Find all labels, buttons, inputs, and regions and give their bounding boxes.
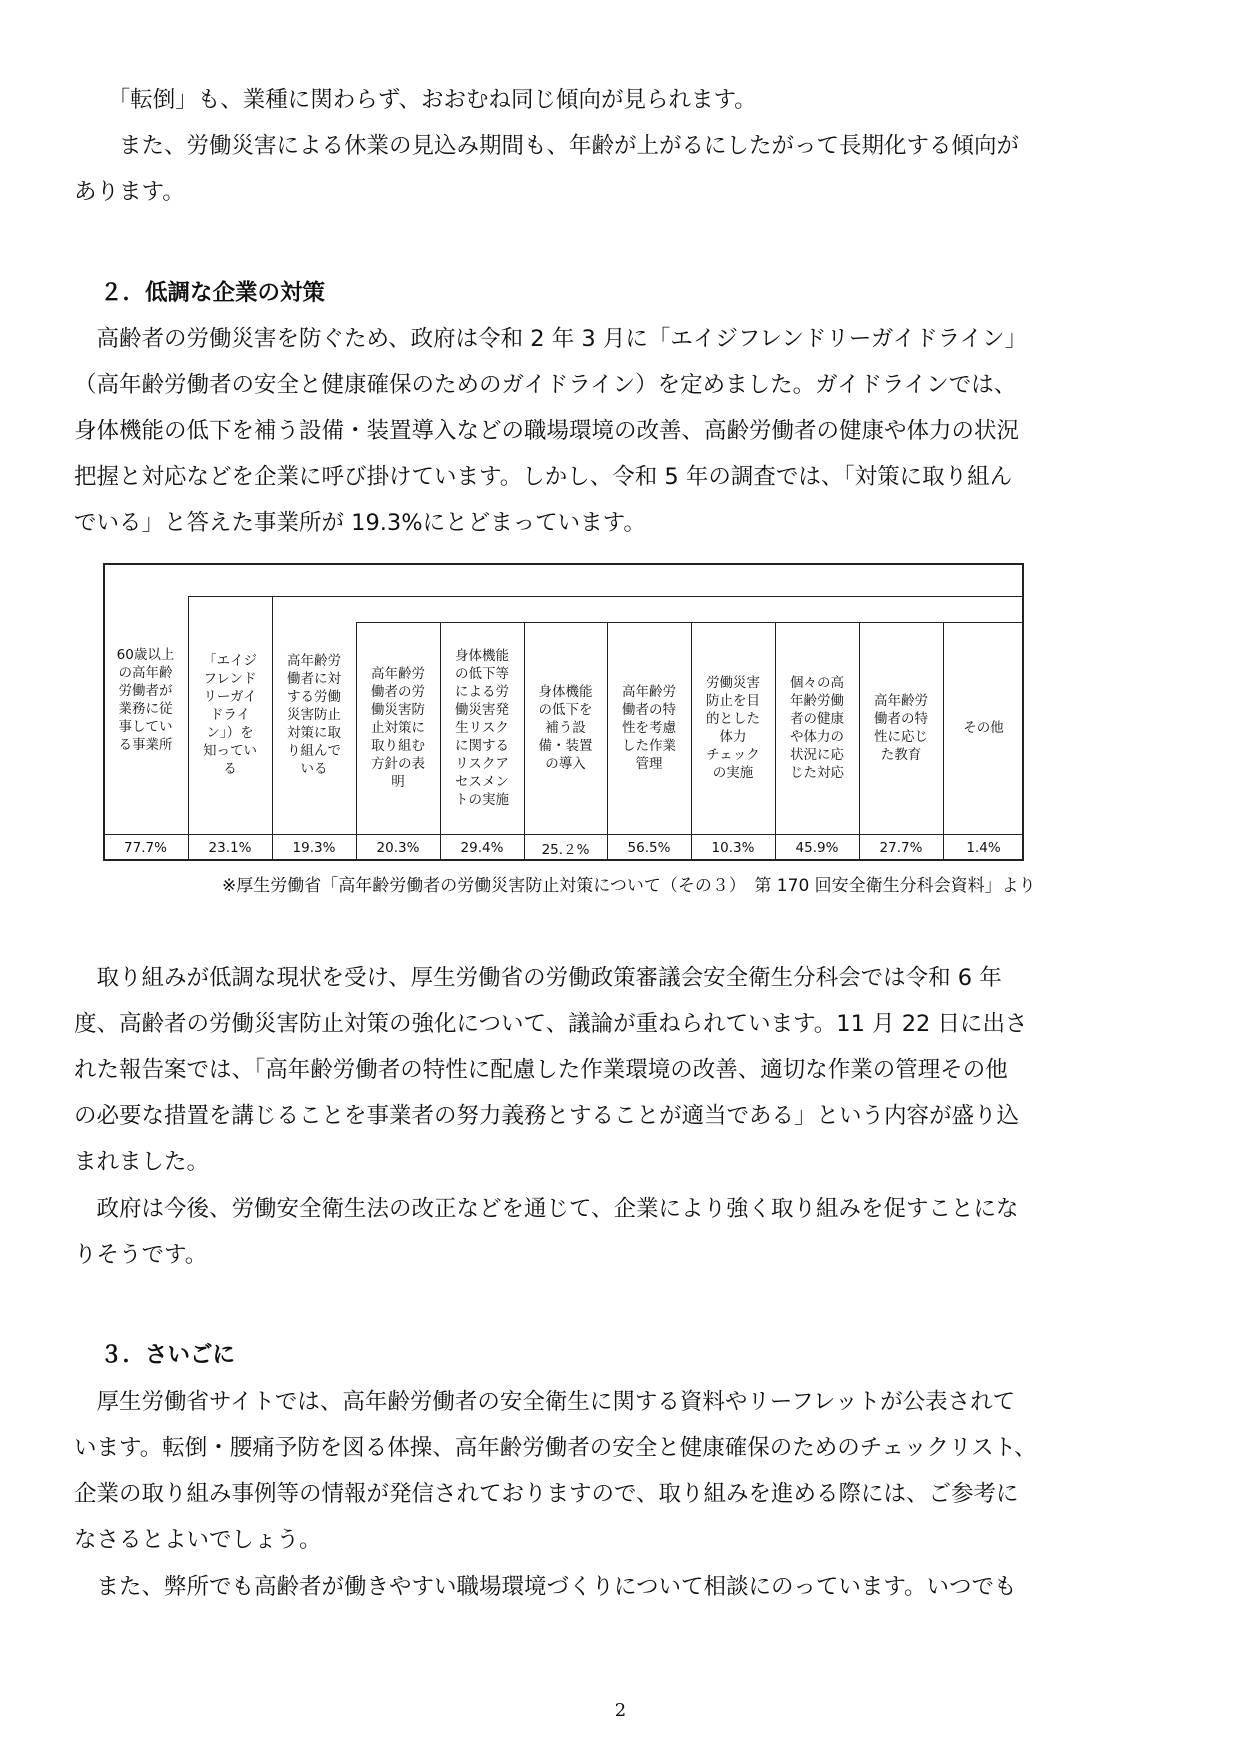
section-heading-2: ２．低調な企業の対策 [100, 280, 326, 306]
table-header-cell: 労働災害 防止を目 的とした 体力 チェック の実施 [706, 675, 760, 781]
paragraph-consultation: また、弊所でも高齢者が働きやすい職場環境づくりについて相談にのっています。いつでも [74, 1574, 1017, 1600]
table-header-cell: 高年齢労 働者の労 働災害防 止対策に 取り組む 方針の表 明 [371, 666, 425, 790]
table-value-cell: 27.7% [879, 839, 923, 856]
table-header-cell: 高年齢労 働者の特 性を考慮 した作業 管理 [622, 684, 676, 772]
table-value-cell: 45.9% [795, 839, 839, 856]
paragraph-leave-period: また、労働災害による休業の見込み期間も、年齢が上がるにしたがって長期化する傾向が あります。 [74, 133, 1020, 205]
table-value-cell: 23.1% [208, 839, 252, 856]
table-value-cell: 1.4% [966, 839, 1001, 856]
table-header-cell: その他 [963, 720, 1004, 736]
table-header-cell: 高年齢労 働者に対 する労働 災害防止 対策に取 り組んで いる [287, 653, 341, 777]
table-header-cell: 身体機能 の低下を 補う設 備・装置 の導入 [538, 684, 593, 772]
table-value-cell: 20.3% [376, 839, 420, 856]
table-value-cell: 77.7% [124, 839, 167, 856]
paragraph-mhlw-resources: 厚生労働省サイトでは、高年齢労働者の安全衛生に関する資料やリーフレットが公表されて います。転倒・腰痛予防を図る体操、高年齢労働者の安全と健康確保のためのチェックリスト、 企業の取り組み事例等の情報が発信されておりますので、取り組みを進める際には、ご参考に なさるとよいでしょう。 [74, 1389, 1037, 1553]
table-header-cell: 「エイジ フレンド リーガイ ドライ ン」）を 知ってい る [203, 653, 257, 777]
table-value-cell: 56.5% [627, 839, 671, 856]
table-value-cell: 29.4% [460, 839, 504, 856]
table-value-cell: 25.２% [541, 841, 590, 858]
page-number: 2 [614, 1700, 627, 1721]
table-value-cell: 10.3% [711, 839, 755, 856]
paragraph-guideline: 高齢者の労働災害を防ぐため、政府は令和 2 年 3 月に「エイジフレンドリーガイドライン」 （高年齢労働者の安全と健康確保のためのガイドライン）を定めました。ガイドラインでは、 身体機能の低下を補う設備・装置導入などの職場環境の改善、高齢労働者の健康や体力の状況 把握と対応などを企業に呼び掛けています。しかし、令和 5 年の調査では、「対策に取り組ん でいる」と答えた事業所が 19.3%にとどまっています。 [74, 326, 1028, 536]
source-note: ※厚生労働省「高年齢労働者の労働災害防止対策について（その３） 第 170 回安全衛生分科会資料」より [222, 876, 1036, 896]
table-header-cell: 個々の高 年齢労働 者の健康 や体力の 状況に応 じた対応 [790, 675, 844, 781]
paragraph-falls-trend: 「転倒」も、業種に関わらず、おおむね同じ傾向が見られます。 [74, 87, 757, 113]
table-header-cell: 高年齢労 働者の特 性に応じ た教育 [874, 693, 928, 763]
paragraph-law-revision: 政府は今後、労働安全衛生法の改正などを通じて、企業により強く取り組みを促すことにな りそうです。 [74, 1196, 1019, 1268]
table-header-cell: 身体機能 の低下等 による労 働災害発 生リスク に関する リスクア セスメン トの実施 [455, 648, 509, 808]
paragraph-council-discussion: 取り組みが低調な現状を受け、厚生労働省の労働政策審議会安全衛生分科会では令和 6 年 度、高齢者の労働災害防止対策の強化について、議論が重ねられています。11 月 22 日に出さ れた報告案では、「高年齢労働者の特性に配慮した作業環境の改善、適切な作業の管理その他 の必要な措置を講じることを事業者の努力義務とすることが適当である」という内容が盛り込 まれました。 [74, 965, 1028, 1175]
section-heading-3: ３．さいごに [100, 1342, 236, 1368]
table-header-cell: 60歳以上 の高年齢 労働者が 業務に従 事してい る事業所 [116, 646, 175, 753]
table-value-cell: 19.3% [292, 839, 336, 856]
